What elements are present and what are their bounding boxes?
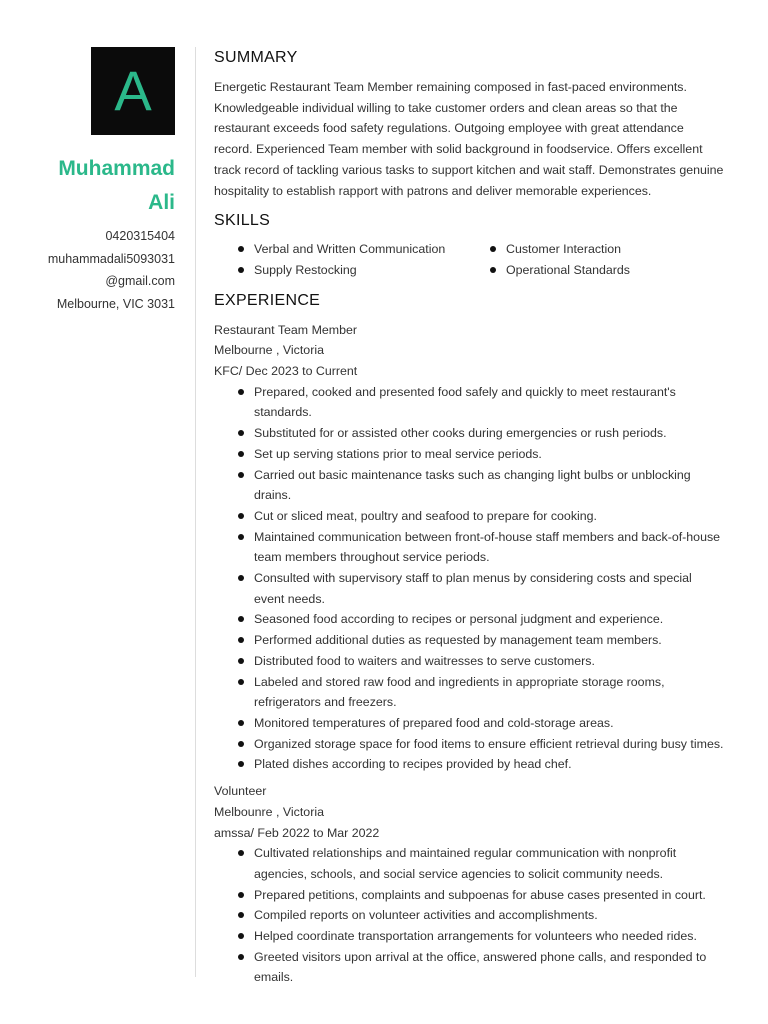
bullet-icon [238,616,244,622]
email-part-2: @gmail.com [105,274,175,288]
bullet-icon [238,267,244,273]
email-part-1: muhammadali5093031 [47,251,175,266]
job-bullet [254,527,724,568]
bullet-text: Greeted visitors upon arrival at the office, answered phone calls, and responded to emails. [254,949,707,985]
bullet-icon [238,658,244,664]
bullet-text: Organized storage space for food items to ensure efficient retrieval during busy times. [254,736,724,751]
job-bullet [254,672,724,713]
job-bullet [254,444,724,465]
skill-item [466,260,718,281]
bullet-icon [238,679,244,685]
bullet-text: Monitored temperatures of prepared food and cold-storage areas. [254,715,614,730]
phone-number: 0420315404 [105,229,175,243]
bullet-icon [238,472,244,478]
bullet-text: Labeled and stored raw food and ingredients in appropriate storage rooms, refrigerators and freezers. [254,674,665,710]
job-entry [214,320,724,775]
bullet-icon [238,933,244,939]
job-bullet [254,651,724,672]
bullet-icon [238,912,244,918]
job-bullet [254,465,724,506]
bullet-icon [238,451,244,457]
bullet-text: Set up serving stations prior to meal service periods. [254,446,542,461]
job-bullet [254,754,724,775]
bullet-icon [490,246,496,252]
job-bullet [254,926,724,947]
job-bullet [254,843,724,884]
job-location: Melbounre , Victoria [214,804,324,819]
job-location: Melbourne , Victoria [214,343,324,358]
bullet-icon [238,534,244,540]
sidebar [0,0,195,1024]
name-first: Muhammad [58,157,175,180]
contact-info [0,225,175,315]
bullet-text: Helped coordinate transportation arrangements for volunteers who needed rides. [254,929,697,944]
skill-item [214,260,466,281]
job-bullet [254,506,724,527]
skills-list [214,239,724,280]
job-bullet [254,734,724,755]
candidate-name [15,152,175,220]
bullet-text: Cultivated relationships and maintained regular communication with nonprofit agencies, schools, and social service agencies to solicit community needs. [254,846,677,881]
job-bullet [254,947,724,988]
bullet-icon [238,513,244,519]
job-bullets [214,843,724,988]
bullet-icon [238,850,244,856]
job-bullet [254,382,724,423]
job-bullet [254,885,724,906]
location: Melbourne, VIC 3031 [56,296,175,311]
bullet-icon [238,430,244,436]
skill-item [466,239,718,260]
bullet-text: Maintained communication between front-of-house staff members and back-of-house team members throughout service periods. [254,529,721,565]
bullet-text: Carried out basic maintenance tasks such as changing light bulbs or unblocking drains. [254,467,691,503]
bullet-icon [238,761,244,767]
skills-heading: SKILLS [214,212,271,230]
bullet-text: Seasoned food according to recipes or personal judgment and experience. [254,612,664,627]
job-bullet [254,713,724,734]
skill-label: Verbal and Written Communication [254,242,446,257]
bullet-icon [238,954,244,960]
column-divider [195,47,196,977]
bullet-text: Plated dishes according to recipes provided by head chef. [254,757,572,772]
skill-label: Operational Standards [506,262,630,277]
job-role: Volunteer [214,784,267,799]
bullet-icon [238,575,244,581]
bullet-icon [238,892,244,898]
bullet-icon [238,389,244,395]
bullet-text: Compiled reports on volunteer activities and accomplishments. [254,908,598,923]
job-employer-dates: amssa/ Feb 2022 to Mar 2022 [214,825,380,840]
summary-heading: SUMMARY [214,49,298,66]
bullet-icon [238,720,244,726]
experience-heading: EXPERIENCE [214,291,321,309]
job-bullet [254,905,724,926]
bullet-text: Distributed food to waiters and waitresses to serve customers. [254,653,595,668]
bullet-text: Substituted for or assisted other cooks during emergencies or rush periods. [254,426,667,441]
bullet-text: Cut or sliced meat, poultry and seafood to prepare for cooking. [254,508,597,523]
bullet-text: Prepared petitions, complaints and subpoenas for abuse cases presented in court. [254,887,706,902]
job-bullet [254,423,724,444]
bullet-icon [238,246,244,252]
summary-text: Energetic Restaurant Team Member remaining composed in fast-paced environments. Knowledgeable individual willing to take customer orders and clean areas so that the restaurant exceeds food safety regulations. Outgoing employee with great attendance record. Experienced Team member with solid background in foodservice. Offers excellent track record of tackling various tasks to support kitchen and wait staff. Demonstrates genuine hospitality to establish rapport with patrons and deliver memorable experiences. [214,80,724,198]
job-bullet [254,609,724,630]
job-bullet [254,568,724,609]
skill-label: Customer Interaction [506,242,622,257]
bullet-icon [238,637,244,643]
bullet-icon [490,267,496,273]
job-role: Restaurant Team Member [214,322,358,337]
bullet-text: Performed additional duties as requested by management team members. [254,633,662,648]
job-bullet [254,630,724,651]
main-content [214,46,724,988]
job-entry [214,781,724,988]
job-employer-dates: KFC/ Dec 2023 to Current [214,364,358,379]
bullet-text: Prepared, cooked and presented food safely and quickly to meet restaurant's standards. [254,384,676,420]
bullet-text: Consulted with supervisory staff to plan menus by considering costs and special event needs. [254,571,692,606]
bullet-icon [238,741,244,747]
monogram-avatar: A [91,47,175,135]
job-bullets [214,382,724,775]
skill-label: Supply Restocking [254,262,357,277]
skill-item [214,239,466,260]
name-last: Ali [148,191,175,214]
